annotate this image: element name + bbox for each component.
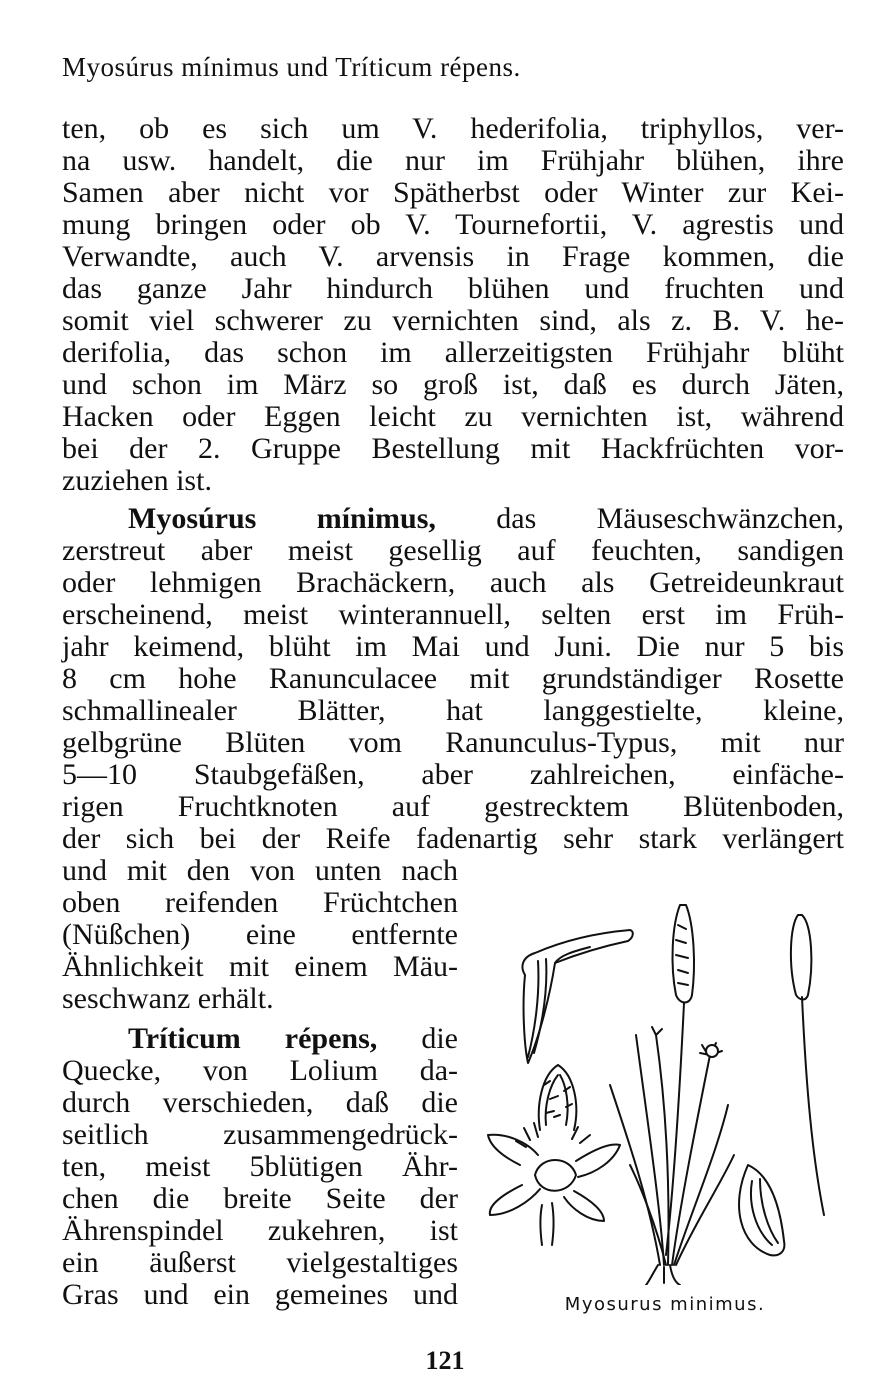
flower-detail-icon [488,1065,620,1245]
text-line: Quecke, von Lolium da- [62,1054,458,1087]
text-line: durch verschieden, daß die [62,1086,458,1119]
text-line: ten, ob es sich um V. hederifolia, triphyllos, ver- [62,112,844,145]
text-line: Hacken oder Eggen leicht zu vernichten ist, während [62,400,844,433]
term-triticum: Tríticum répens, [128,1022,378,1055]
text-line: Verwandte, auch V. arvensis in Frage kommen, die [62,240,844,273]
text-line: mung bringen oder ob V. Tournefortii, V. agrestis und [62,208,844,241]
text-line: bei der 2. Gruppe Bestellung mit Hackfrüchten vor- [62,432,844,465]
seed-detail-icon [739,1165,784,1255]
running-header: Myosúrus mínimus und Tríticum répens. [62,52,521,82]
text-line: derifolia, das schon im allerzeitigsten Frühjahr blüht [62,336,844,369]
text-line: Ährenspindel zukehren, ist [62,1214,458,1247]
plant-main-icon [610,905,734,1285]
page-number: 121 [425,1346,465,1375]
term-myosurus: Myosúrus mínimus, [128,502,436,535]
text-line: somit viel schwerer zu vernichten sind, als z. B. V. he- [62,304,844,337]
text-line: oben reifenden Früchtchen [62,886,458,919]
text-line: Gras und ein gemeines und [62,1278,458,1311]
text-line: seschwanz erhält. [62,982,274,1015]
text-fragment: das Mäuseschwänzchen, [496,502,845,535]
text-line: (Nüßchen) eine entfernte [62,918,458,951]
text-line: chen die breite Seite der [62,1182,458,1215]
text-line-first [128,503,844,535]
text-line: 5—10 Staubgefäßen, aber zahlreichen, einfäche- [62,758,844,791]
text-line: das ganze Jahr hindurch blühen und fruchten und [62,272,844,305]
text-line: Ähnlichkeit mit einem Mäu- [62,950,458,983]
text-line: zuziehen ist. [62,464,212,497]
text-line: ein äußerst vielgestaltiges [62,1246,458,1279]
plant-illustration [480,885,850,1285]
text-line: zerstreut aber meist gesellig auf feuchten, sandigen [62,534,844,567]
text-line: 8 cm hohe Ranunculacee mit grundständiger Rosette [62,662,844,695]
achene-detail-icon [522,930,632,1063]
text-line: gelbgrüne Blüten vom Ranunculus-Typus, mit nur [62,726,844,759]
fruit-stalk-icon [791,915,824,1215]
text-line: der sich bei der Reife fadenartig sehr stark verlängert [62,822,844,855]
text-line: na usw. handelt, die nur im Frühjahr blühen, ihre [62,144,844,177]
text-line: ten, meist 5blütigen Ähr- [62,1150,458,1183]
text-line: jahr keimend, blüht im Mai und Juni. Die nur 5 bis [62,630,844,663]
text-line: schmallinealer Blätter, hat langgestielte, kleine, [62,694,844,727]
text-line: rigen Fruchtknoten auf gestrecktem Blütenboden, [62,790,844,823]
figure-caption: Myosurus minimus. [564,1294,766,1315]
text-line: oder lehmigen Brachäckern, auch als Getreideunkraut [62,566,844,599]
text-line-first [128,1023,458,1055]
text-line: und schon im März so groß ist, daß es durch Jäten, [62,368,844,401]
text-line: erscheinend, meist winterannuell, selten erst im Früh- [62,598,844,631]
text-line: und mit den von unten nach [62,854,458,887]
text-fragment: die [421,1022,458,1055]
text-line: Samen aber nicht vor Spätherbst oder Winter zur Kei- [62,176,844,209]
text-line: seitlich zusammengedrück- [62,1118,458,1151]
